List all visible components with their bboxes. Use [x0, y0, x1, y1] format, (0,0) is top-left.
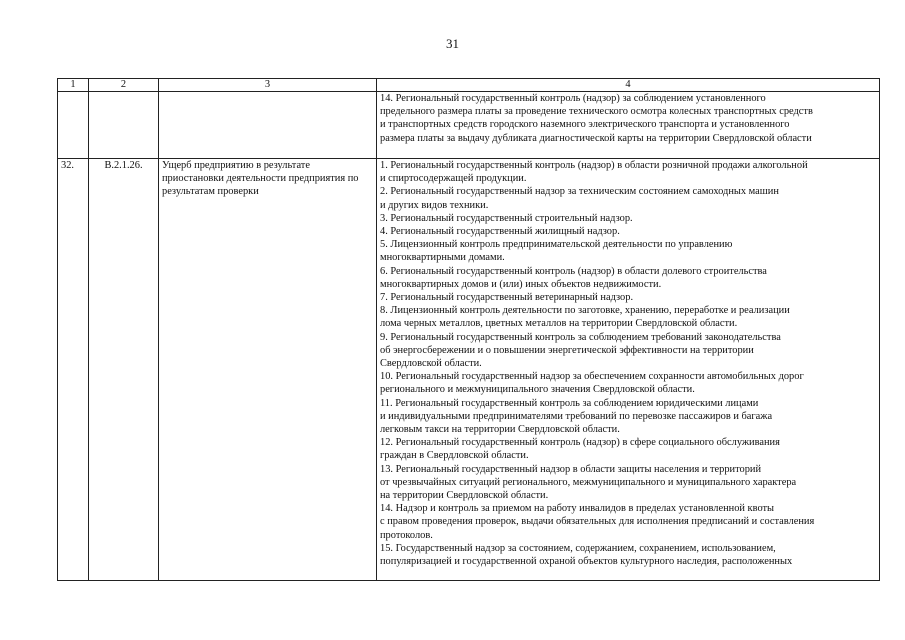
text-line: многоквартирными домами.	[380, 252, 505, 264]
text-line: 9. Региональный государственный контроль за соблюдением требований законодательства	[380, 331, 781, 343]
empty-cell-number	[58, 92, 89, 159]
text-line: и транспортных средств городского наземного электрического транспорта и установленного	[380, 119, 790, 131]
text-line: многоквартирных домов и (или) иных объектов недвижимости.	[380, 278, 662, 290]
text-line: предельного размера платы за проведение технического осмотра колесных транспортных средств	[380, 106, 813, 118]
text-line: 3. Региональный государственный строительный надзор.	[380, 212, 633, 224]
text-line: 2. Региональный государственный надзор за техническим состоянием самоходных машин	[380, 186, 779, 198]
text-line: регионального и межмуниципального значения Свердловской области.	[380, 384, 695, 396]
row-code: В.2.1.26.	[89, 159, 159, 581]
page-number: 31	[446, 36, 459, 51]
text-line: 10. Региональный государственный надзор за обеспечением сохранности автомобильных дорог	[380, 371, 804, 383]
table-row-continuation	[58, 92, 880, 159]
text-line: 13. Региональный государственный надзор в области защиты населения и территорий	[380, 463, 762, 475]
row-number: 32.	[58, 159, 89, 581]
text-line: популяризацией и государственной охраной объектов культурного наследия, расположенных	[380, 556, 793, 568]
empty-cell-description	[159, 92, 377, 159]
column-header-3: 3	[159, 79, 377, 92]
text-line: 1. Региональный государственный контроль (надзор) в области розничной продажи алкогольной	[380, 160, 808, 171]
text-line: и индивидуальными предпринимателями требований по перевозке пассажиров и багажа	[380, 410, 773, 422]
text-line: 15. Государственный надзор за состоянием, содержанием, сохранением, использованием,	[380, 542, 776, 554]
text-line: протоколов.	[380, 529, 433, 541]
table-row-32	[58, 159, 880, 581]
text-line: 14. Региональный государственный контроль (надзор) за соблюдением установленного	[380, 93, 766, 104]
text-line: на территории Свердловской области.	[380, 490, 549, 502]
text-line: 11. Региональный государственный контроль за соблюдением юридическими лицами	[380, 397, 759, 409]
text-line: 12. Региональный государственный контроль (надзор) в сфере социального обслуживания	[380, 437, 780, 449]
text-line: с правом проведения проверок, выдачи обязательных для исполнения предписаний и составления	[380, 516, 815, 528]
row-description: Ущерб предприятию в результате приостановки деятельности предприятия по результатам проверки	[159, 159, 377, 581]
column-header-4: 4	[377, 79, 880, 92]
controls-list	[380, 159, 876, 580]
text-line: Свердловской области.	[380, 358, 482, 370]
text-line: 4. Региональный государственный жилищный надзор.	[380, 226, 620, 238]
text-line: и спиртосодержащей продукции.	[380, 173, 527, 185]
document-table	[57, 78, 880, 581]
row-controls-cell	[377, 159, 880, 581]
text-line: об энергосбережении и о повышении энергетической эффективности на территории	[380, 344, 754, 356]
text-line: и других видов техники.	[380, 199, 489, 211]
text-line: легковым такси на территории Свердловской области.	[380, 424, 620, 436]
text-line: 7. Региональный государственный ветеринарный надзор.	[380, 292, 634, 304]
column-header-2: 2	[89, 79, 159, 92]
text-line: лома черных металлов, цветных металлов на территории Свердловской области.	[380, 318, 738, 330]
empty-cell-code	[89, 92, 159, 159]
text-line: 5. Лицензионный контроль предпринимательской деятельности по управлению	[380, 239, 733, 251]
text-line: 8. Лицензионный контроль деятельности по заготовке, хранению, переработке и реализации	[380, 305, 790, 317]
text-line: граждан в Свердловской области.	[380, 450, 529, 462]
continuation-text-cell	[377, 92, 880, 159]
column-header-1: 1	[58, 79, 89, 92]
text-line: 6. Региональный государственный контроль (надзор) в области долевого строительства	[380, 265, 767, 277]
text-line: от чрезвычайных ситуаций регионального, межмуниципального и муниципального характера	[380, 476, 797, 488]
text-line: размера платы за выдачу дубликата диагностической карты на территории Свердловской области	[380, 132, 812, 144]
text-line: 14. Надзор и контроль за приемом на работу инвалидов в пределах установленной квоты	[380, 503, 775, 515]
table-header-row	[58, 79, 880, 92]
